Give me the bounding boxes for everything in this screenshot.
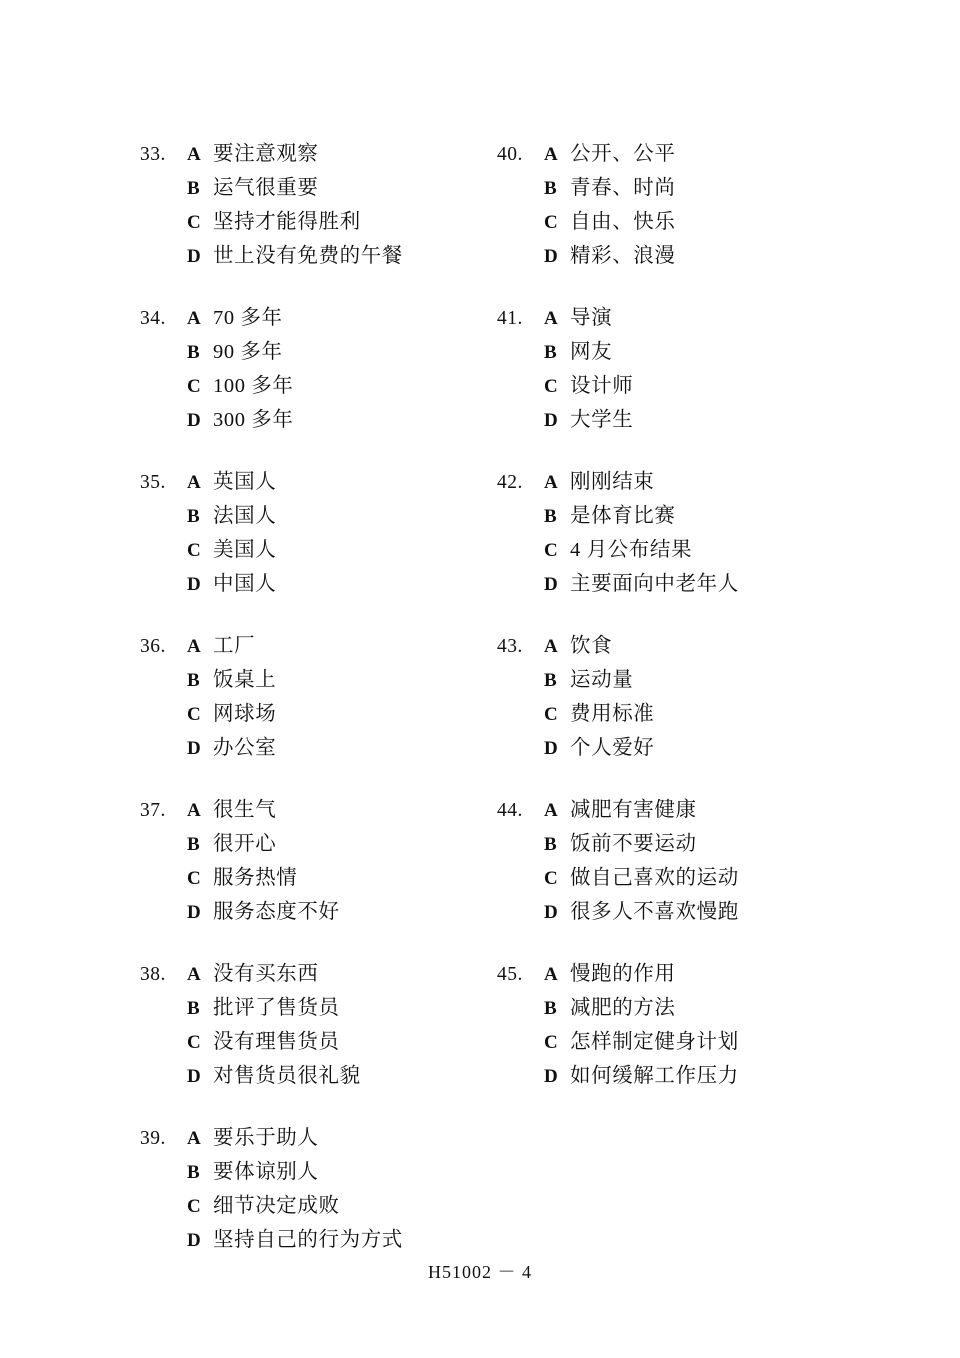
option-text: 工厂 — [213, 635, 256, 657]
option-text: 法国人 — [213, 505, 277, 527]
option-text: 70 多年 — [213, 307, 283, 329]
option-text: 坚持才能得胜利 — [213, 211, 361, 233]
option-row[interactable] — [140, 369, 490, 403]
question-number: 34. — [140, 308, 166, 329]
option-letter: D — [187, 902, 201, 923]
option-row[interactable] — [497, 567, 857, 601]
option-text: 要注意观察 — [213, 143, 319, 165]
question-block — [497, 301, 857, 437]
question-number: 45. — [497, 964, 523, 985]
option-text: 世上没有免费的午餐 — [213, 245, 403, 267]
question-block — [497, 629, 857, 765]
option-letter: A — [187, 144, 201, 165]
option-text: 要乐于助人 — [213, 1127, 319, 1149]
option-text: 办公室 — [213, 737, 277, 759]
option-text: 怎样制定健身计划 — [570, 1031, 739, 1053]
question-number: 40. — [497, 144, 523, 165]
option-letter: A — [544, 636, 558, 657]
question-block — [140, 137, 490, 273]
option-text: 网球场 — [213, 703, 277, 725]
option-text: 对售货员很礼貌 — [213, 1065, 361, 1087]
option-row[interactable] — [497, 629, 857, 663]
option-letter: D — [187, 574, 201, 595]
option-text: 做自己喜欢的运动 — [570, 867, 739, 889]
option-letter: B — [187, 834, 200, 855]
option-letter: C — [187, 1032, 201, 1053]
option-row[interactable] — [140, 403, 490, 437]
question-block — [140, 301, 490, 437]
option-row[interactable] — [497, 369, 857, 403]
option-text: 导演 — [570, 307, 613, 329]
option-row[interactable] — [140, 335, 490, 369]
option-row[interactable] — [140, 991, 490, 1025]
option-row[interactable] — [140, 205, 490, 239]
option-row[interactable] — [140, 137, 490, 171]
option-text: 设计师 — [570, 375, 634, 397]
option-text: 慢跑的作用 — [570, 963, 676, 985]
option-text: 自由、快乐 — [570, 211, 676, 233]
option-letter: C — [544, 868, 558, 889]
question-column-right — [497, 137, 857, 1121]
question-block — [497, 465, 857, 601]
option-text: 个人爱好 — [570, 737, 655, 759]
option-text: 300 多年 — [213, 409, 294, 431]
option-letter: A — [187, 964, 201, 985]
option-letter: B — [544, 178, 557, 199]
option-letter: B — [187, 1162, 200, 1183]
option-row[interactable] — [140, 1189, 490, 1223]
option-letter: A — [544, 964, 558, 985]
option-letter: D — [187, 1230, 201, 1251]
option-row[interactable] — [140, 1025, 490, 1059]
option-letter: B — [187, 998, 200, 1019]
option-row[interactable] — [497, 697, 857, 731]
option-text: 饭前不要运动 — [570, 833, 697, 855]
option-row[interactable] — [497, 895, 857, 929]
option-text: 大学生 — [570, 409, 634, 431]
option-row[interactable] — [497, 991, 857, 1025]
option-row[interactable] — [140, 533, 490, 567]
option-row[interactable] — [497, 335, 857, 369]
option-row[interactable] — [497, 465, 857, 499]
option-letter: D — [544, 410, 558, 431]
option-letter: B — [187, 178, 200, 199]
question-block — [140, 793, 490, 929]
option-text: 饮食 — [570, 635, 613, 657]
option-letter: D — [544, 1066, 558, 1087]
option-row[interactable] — [140, 861, 490, 895]
question-columns — [0, 137, 960, 1285]
option-letter: D — [544, 246, 558, 267]
option-row[interactable] — [497, 861, 857, 895]
option-text: 主要面向中老年人 — [570, 573, 739, 595]
option-row[interactable] — [497, 731, 857, 765]
question-number: 38. — [140, 964, 166, 985]
option-text: 细节决定成败 — [213, 1195, 340, 1217]
option-text: 运动量 — [570, 669, 634, 691]
question-number: 39. — [140, 1128, 166, 1149]
option-letter: C — [187, 1196, 201, 1217]
option-row[interactable] — [497, 663, 857, 697]
option-row[interactable] — [140, 301, 490, 335]
option-text: 90 多年 — [213, 341, 283, 363]
option-letter: D — [187, 738, 201, 759]
question-block — [497, 137, 857, 273]
question-number: 33. — [140, 144, 166, 165]
option-letter: B — [187, 670, 200, 691]
option-text: 没有买东西 — [213, 963, 319, 985]
option-text: 网友 — [570, 341, 613, 363]
option-letter: C — [187, 540, 201, 561]
option-text: 费用标准 — [570, 703, 655, 725]
option-row[interactable] — [140, 895, 490, 929]
option-letter: B — [544, 506, 557, 527]
option-letter: A — [187, 1128, 201, 1149]
option-letter: B — [187, 506, 200, 527]
option-letter: A — [187, 472, 201, 493]
option-row[interactable] — [497, 499, 857, 533]
option-text: 中国人 — [213, 573, 277, 595]
page-footer: H51002 － 4 — [428, 1262, 532, 1282]
option-text: 美国人 — [213, 539, 277, 561]
option-text: 英国人 — [213, 471, 277, 493]
option-text: 减肥的方法 — [570, 997, 676, 1019]
option-text: 4 月公布结果 — [570, 539, 693, 561]
option-letter: A — [187, 636, 201, 657]
option-text: 是体育比赛 — [570, 505, 676, 527]
option-text: 刚刚结束 — [570, 471, 655, 493]
option-letter: C — [544, 1032, 558, 1053]
question-number: 41. — [497, 308, 523, 329]
option-letter: A — [544, 308, 558, 329]
option-row[interactable] — [140, 499, 490, 533]
question-number: 43. — [497, 636, 523, 657]
option-letter: C — [544, 540, 558, 561]
option-letter: D — [187, 1066, 201, 1087]
option-row[interactable] — [497, 301, 857, 335]
option-row[interactable] — [140, 171, 490, 205]
option-row[interactable] — [497, 827, 857, 861]
option-letter: B — [544, 670, 557, 691]
option-row[interactable] — [140, 1223, 490, 1257]
option-row[interactable] — [140, 793, 490, 827]
option-text: 服务态度不好 — [213, 901, 340, 923]
question-number: 36. — [140, 636, 166, 657]
option-letter: A — [187, 308, 201, 329]
option-row[interactable] — [140, 1059, 490, 1093]
option-row[interactable] — [497, 1059, 857, 1093]
option-text: 批评了售货员 — [213, 997, 340, 1019]
question-block — [497, 793, 857, 929]
option-text: 青春、时尚 — [570, 177, 676, 199]
question-column-left — [140, 137, 490, 1285]
option-row[interactable] — [140, 465, 490, 499]
option-text: 坚持自己的行为方式 — [213, 1229, 403, 1251]
option-text: 减肥有害健康 — [570, 799, 697, 821]
question-block — [140, 957, 490, 1093]
option-text: 100 多年 — [213, 375, 294, 397]
option-row[interactable] — [140, 663, 490, 697]
option-text: 公开、公平 — [570, 143, 676, 165]
option-row[interactable] — [140, 957, 490, 991]
option-letter: B — [544, 342, 557, 363]
option-letter: B — [544, 998, 557, 1019]
option-letter: D — [544, 574, 558, 595]
option-letter: C — [544, 212, 558, 233]
option-row[interactable] — [140, 567, 490, 601]
option-letter: A — [544, 144, 558, 165]
option-row[interactable] — [497, 793, 857, 827]
option-row[interactable] — [497, 1025, 857, 1059]
option-letter: C — [544, 704, 558, 725]
question-number: 42. — [497, 472, 523, 493]
option-text: 饭桌上 — [213, 669, 277, 691]
option-letter: C — [187, 704, 201, 725]
option-letter: B — [544, 834, 557, 855]
option-letter: C — [187, 212, 201, 233]
option-letter: A — [187, 800, 201, 821]
option-letter: B — [187, 342, 200, 363]
option-row[interactable] — [140, 629, 490, 663]
option-row[interactable] — [497, 957, 857, 991]
option-letter: D — [187, 246, 201, 267]
option-row[interactable] — [140, 1121, 490, 1155]
option-letter: D — [187, 410, 201, 431]
option-row[interactable] — [497, 239, 857, 273]
option-row[interactable] — [140, 827, 490, 861]
option-letter: C — [187, 868, 201, 889]
option-row[interactable] — [497, 403, 857, 437]
option-text: 很开心 — [213, 833, 277, 855]
question-number: 37. — [140, 800, 166, 821]
question-number: 35. — [140, 472, 166, 493]
question-number: 44. — [497, 800, 523, 821]
option-text: 精彩、浪漫 — [570, 245, 676, 267]
option-letter: A — [544, 800, 558, 821]
option-text: 运气很重要 — [213, 177, 319, 199]
option-row[interactable] — [497, 137, 857, 171]
option-letter: C — [187, 376, 201, 397]
option-row[interactable] — [497, 171, 857, 205]
question-block — [140, 629, 490, 765]
option-row[interactable] — [140, 239, 490, 273]
option-text: 如何缓解工作压力 — [570, 1065, 739, 1087]
option-row[interactable] — [497, 533, 857, 567]
option-text: 服务热情 — [213, 867, 298, 889]
option-text: 很多人不喜欢慢跑 — [570, 901, 739, 923]
option-text: 很生气 — [213, 799, 277, 821]
option-text: 没有理售货员 — [213, 1031, 340, 1053]
option-letter: A — [544, 472, 558, 493]
option-row[interactable] — [140, 731, 490, 765]
option-letter: C — [544, 376, 558, 397]
question-block — [140, 1121, 490, 1257]
option-letter: D — [544, 902, 558, 923]
question-block — [497, 957, 857, 1093]
option-row[interactable] — [140, 1155, 490, 1189]
option-row[interactable] — [497, 205, 857, 239]
question-block — [140, 465, 490, 601]
option-row[interactable] — [140, 697, 490, 731]
option-letter: D — [544, 738, 558, 759]
option-text: 要体谅别人 — [213, 1161, 319, 1183]
